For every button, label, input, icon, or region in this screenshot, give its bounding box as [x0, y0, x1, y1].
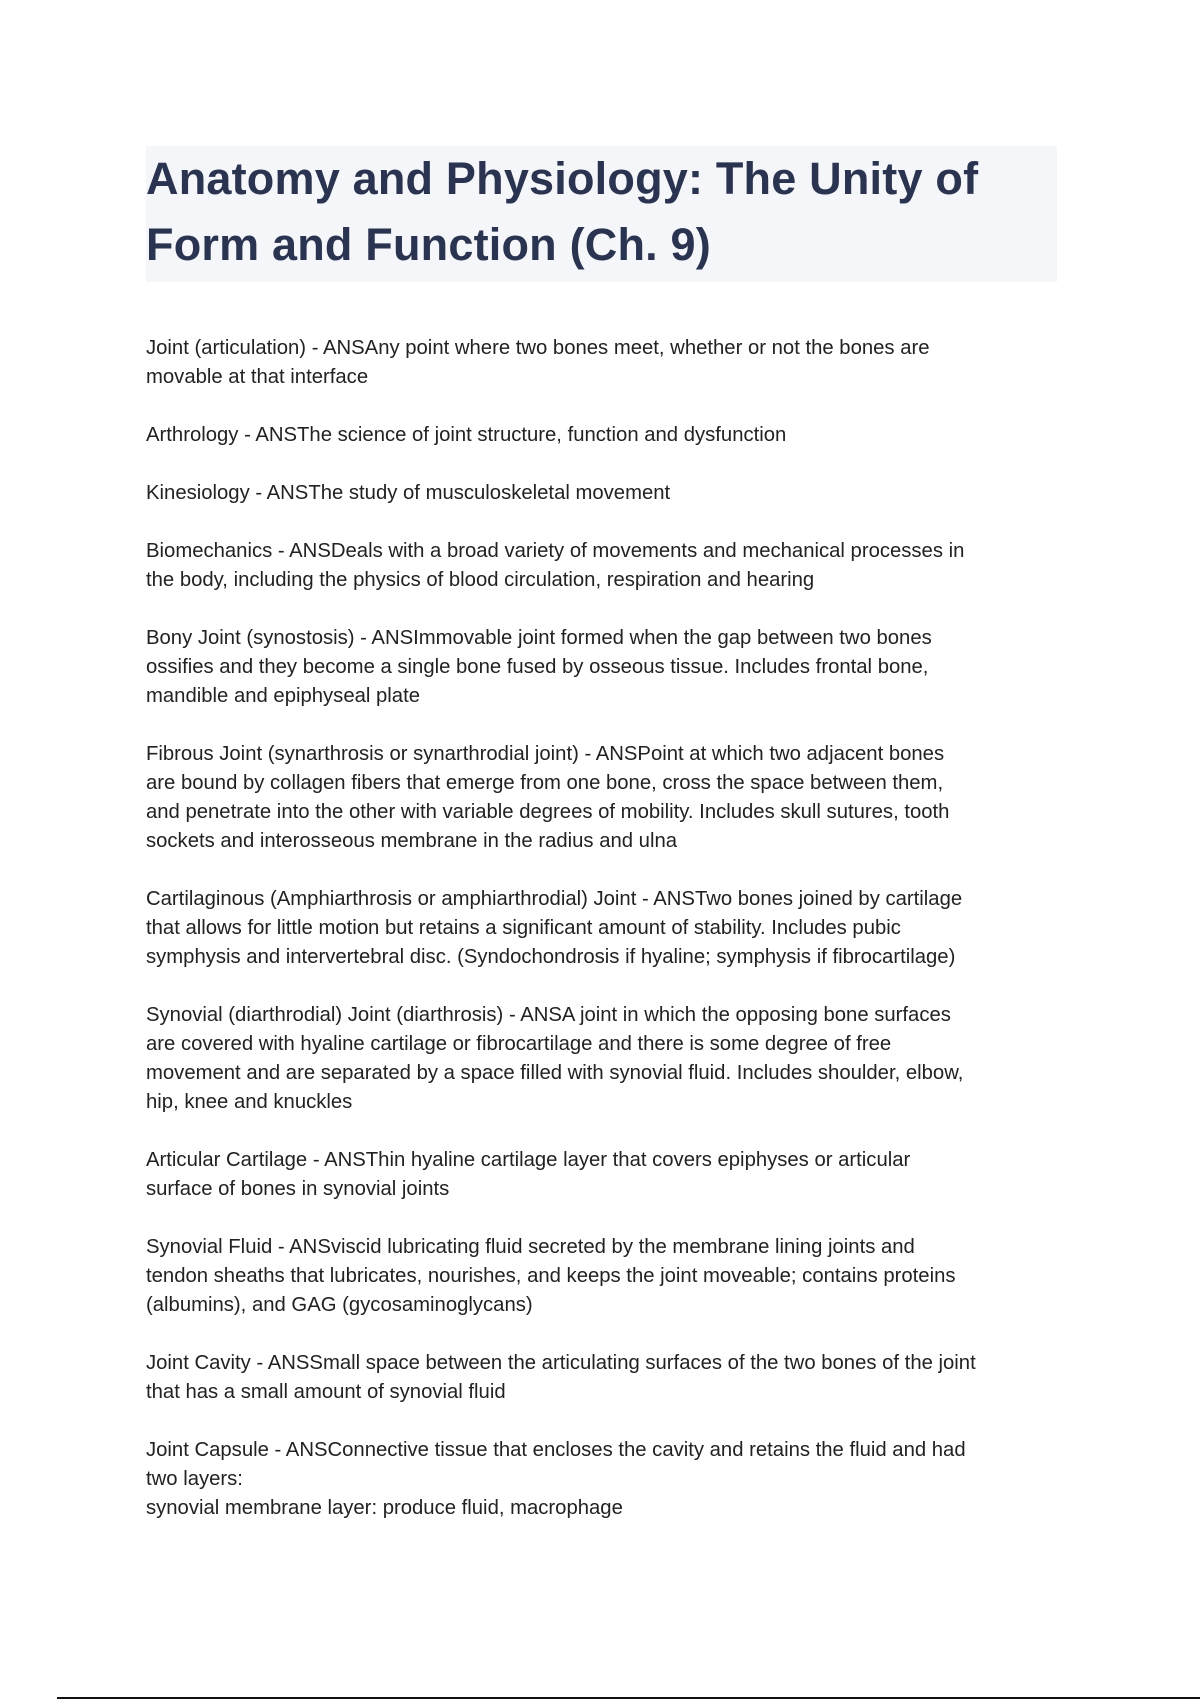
- entry-line: Arthrology - ANSThe science of joint structure, function and dysfunction: [146, 424, 787, 446]
- glossary-entry: [146, 421, 1066, 450]
- entry-line: movement and are separated by a space filled with synovial fluid. Includes shoulder, elbow,: [146, 1062, 964, 1084]
- entry-line: movable at that interface: [146, 366, 369, 388]
- glossary-entry: [146, 1146, 1066, 1204]
- title-banner: [146, 146, 1057, 282]
- glossary-entry: [146, 479, 1066, 508]
- entry-line: Joint (articulation) - ANSAny point where two bones meet, whether or not the bones are: [146, 337, 930, 359]
- entry-line: (albumins), and GAG (gycosaminoglycans): [146, 1294, 533, 1316]
- entry-line: Synovial Fluid - ANSviscid lubricating fluid secreted by the membrane lining joints and: [146, 1236, 915, 1258]
- entry-line: Articular Cartilage - ANSThin hyaline cartilage layer that covers epiphyses or articular: [146, 1149, 911, 1171]
- entry-line: sockets and interosseous membrane in the radius and ulna: [146, 830, 678, 852]
- glossary-entry: [146, 537, 1066, 595]
- footer-divider: [57, 1697, 1200, 1699]
- entry-line: synovial membrane layer: produce fluid, macrophage: [146, 1497, 623, 1519]
- glossary-entry: [146, 885, 1066, 972]
- page-title-line: Anatomy and Physiology: The Unity of: [146, 153, 979, 204]
- entry-line: Kinesiology - ANSThe study of musculoskeletal movement: [146, 482, 671, 504]
- page-title-line: Form and Function (Ch. 9): [146, 219, 711, 270]
- entry-line: symphysis and intervertebral disc. (Syndochondrosis if hyaline; symphysis if fibrocartilage): [146, 946, 956, 968]
- glossary-entry: [146, 334, 1066, 392]
- entry-line: and penetrate into the other with variable degrees of mobility. Includes skull sutures, tooth: [146, 801, 950, 823]
- entry-line: surface of bones in synovial joints: [146, 1178, 450, 1200]
- entry-line: tendon sheaths that lubricates, nourishes, and keeps the joint moveable; contains proteins: [146, 1265, 956, 1287]
- entry-line: mandible and epiphyseal plate: [146, 685, 420, 707]
- entry-line: that has a small amount of synovial fluid: [146, 1381, 506, 1403]
- entry-line: Synovial (diarthrodial) Joint (diarthrosis) - ANSA joint in which the opposing bone surfaces: [146, 1004, 951, 1026]
- entry-line: Bony Joint (synostosis) - ANSImmovable joint formed when the gap between two bones: [146, 627, 932, 649]
- entry-line: Joint Cavity - ANSSmall space between the articulating surfaces of the two bones of the joint: [146, 1352, 976, 1374]
- glossary-list: [146, 334, 1066, 1552]
- glossary-entry: [146, 624, 1066, 711]
- page-title: [146, 146, 1057, 278]
- entry-line: are covered with hyaline cartilage or fibrocartilage and there is some degree of free: [146, 1033, 892, 1055]
- glossary-entry: [146, 1349, 1066, 1407]
- entry-line: the body, including the physics of blood circulation, respiration and hearing: [146, 569, 815, 591]
- entry-line: hip, knee and knuckles: [146, 1091, 353, 1113]
- entry-line: Fibrous Joint (synarthrosis or synarthrodial joint) - ANSPoint at which two adjacent bones: [146, 743, 945, 765]
- entry-line: Cartilaginous (Amphiarthrosis or amphiarthrodial) Joint - ANSTwo bones joined by cartilage: [146, 888, 963, 910]
- glossary-entry: [146, 1001, 1066, 1117]
- entry-line: are bound by collagen fibers that emerge from one bone, cross the space between them,: [146, 772, 944, 794]
- entry-line: Joint Capsule - ANSConnective tissue that encloses the cavity and retains the fluid and had: [146, 1439, 966, 1461]
- glossary-entry: [146, 740, 1066, 856]
- entry-line: two layers:: [146, 1468, 243, 1490]
- entry-line: ossifies and they become a single bone fused by osseous tissue. Includes frontal bone,: [146, 656, 929, 678]
- entry-line: that allows for little motion but retains a significant amount of stability. Includes pubic: [146, 917, 901, 939]
- glossary-entry: [146, 1436, 1066, 1523]
- entry-line: Biomechanics - ANSDeals with a broad variety of movements and mechanical processes in: [146, 540, 965, 562]
- glossary-entry: [146, 1233, 1066, 1320]
